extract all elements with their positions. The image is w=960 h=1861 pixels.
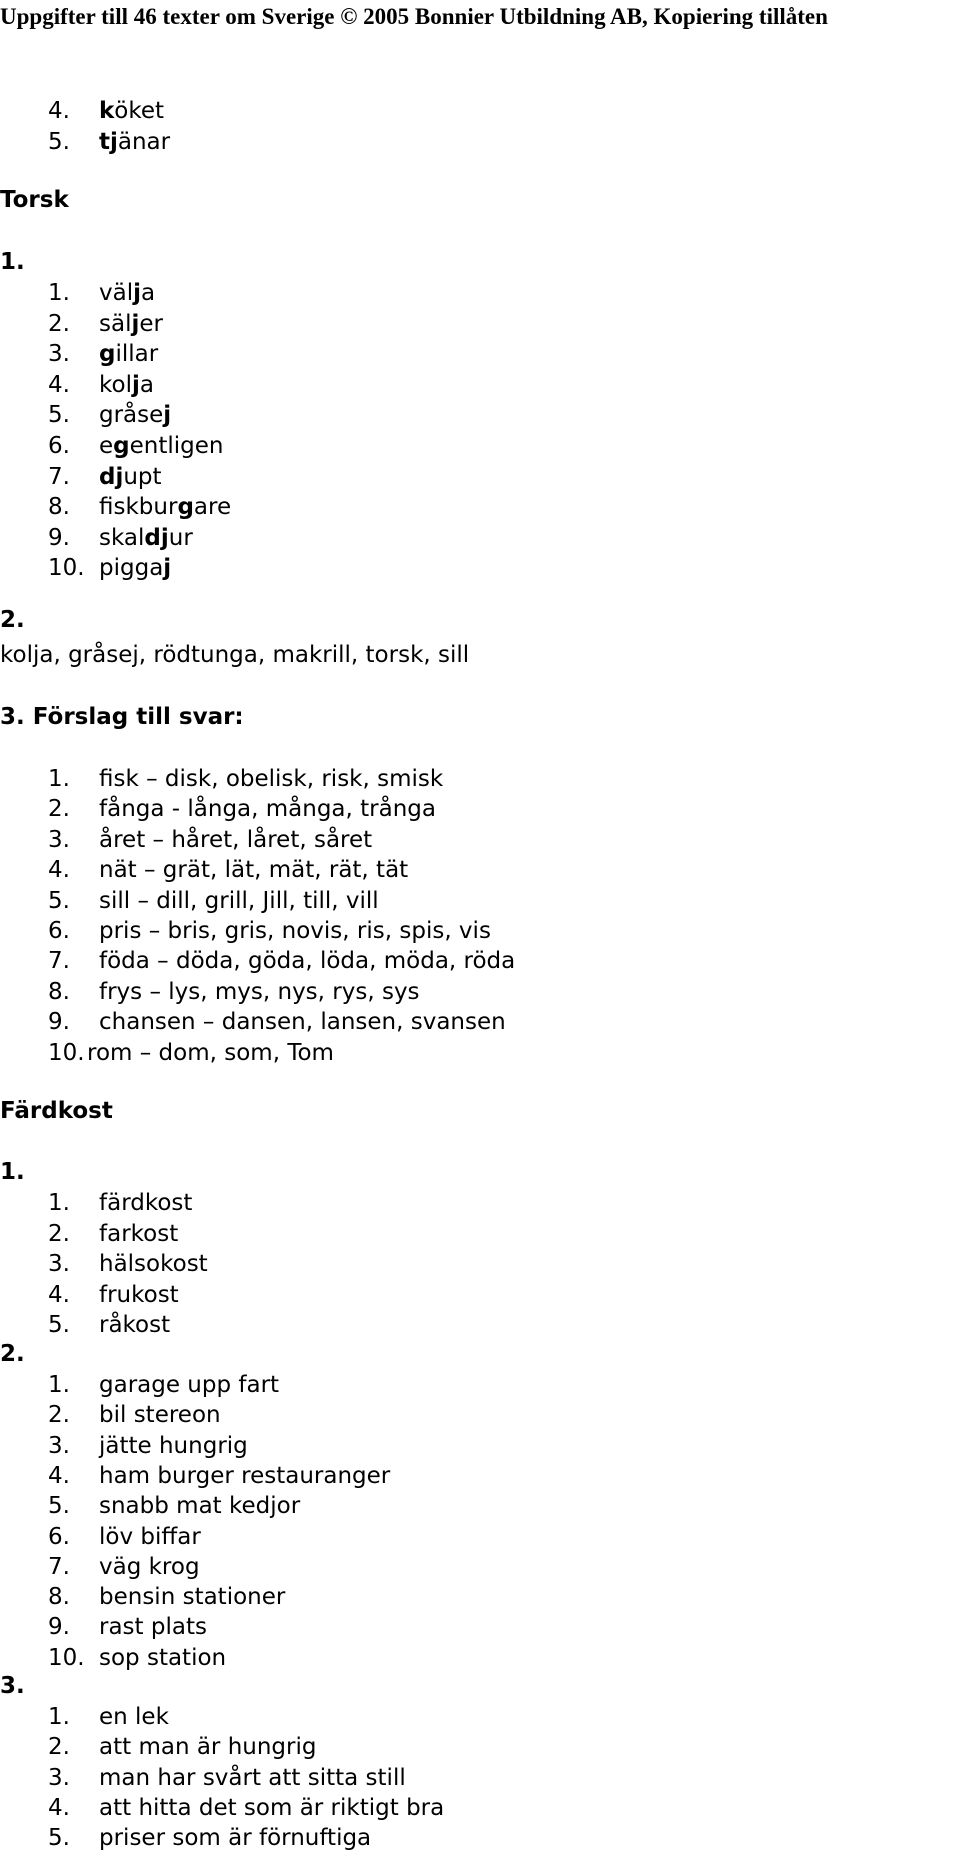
word-part: illar: [115, 341, 159, 368]
word-part: änar: [117, 128, 171, 155]
list-item-number: 4.: [48, 1462, 70, 1489]
word-part: väl: [99, 280, 134, 306]
list-item-number: 9.: [48, 1614, 70, 1641]
list-item-number: 2.: [48, 796, 70, 823]
highlighted-letters: j: [133, 280, 141, 306]
highlighted-letters: k: [99, 98, 115, 124]
torsk-question-2-answer: kolja, gråsej, rödtunga, makrill, torsk, sill: [0, 642, 470, 668]
word-part: e: [99, 433, 114, 459]
highlighted-letters: dj: [144, 524, 169, 551]
highlighted-letters: g: [113, 433, 130, 459]
word-part: kol: [99, 371, 132, 398]
list-item-number: 1.: [48, 766, 70, 792]
list-item-number: 1.: [48, 1372, 70, 1398]
highlighted-letters: g: [99, 341, 116, 368]
page-header: Uppgifter till 46 texter om Sverige © 2005 Bonnier Utbildning AB, Kopiering tillåten: [0, 4, 828, 29]
list-item: fisk – disk, obelisk, risk, smisk: [99, 766, 444, 792]
list-item-number: 6.: [48, 918, 70, 944]
word-part: skal: [99, 524, 145, 551]
list-item-number: 8.: [48, 978, 70, 1005]
list-item: pris – bris, gris, novis, ris, spis, vis: [99, 918, 491, 944]
list-item-number: 5.: [48, 887, 70, 914]
list-item: priser som är förnuftiga: [99, 1825, 372, 1852]
list-item: väg krog: [99, 1553, 200, 1580]
word-part: öket: [114, 98, 165, 124]
list-item: [99, 127, 170, 157]
torsk-question-3-label: 3. Förslag till svar:: [0, 704, 244, 730]
list-item-number: 10.: [48, 1039, 85, 1066]
list-item-number: 8.: [48, 1584, 70, 1611]
list-item: rom – dom, som, Tom: [87, 1039, 334, 1066]
list-item: hälsokost: [99, 1251, 208, 1277]
list-item: [99, 400, 171, 430]
list-item-number: 4.: [48, 371, 70, 398]
list-item-number: 10.: [48, 1644, 85, 1671]
list-item-number: 2.: [48, 310, 70, 337]
highlighted-letters: j: [131, 310, 140, 337]
list-item: jätte hungrig: [99, 1432, 248, 1459]
list-item-number: 3.: [48, 1764, 70, 1791]
list-item: [99, 278, 155, 308]
list-item: [99, 431, 223, 461]
fardkost-question-3-label: 3.: [0, 1673, 25, 1699]
list-item: [99, 370, 154, 400]
word-part: gråse: [99, 402, 164, 429]
list-item: chansen – dansen, lansen, svansen: [99, 1009, 506, 1036]
list-item: garage upp fart: [99, 1372, 280, 1398]
highlighted-letters: j: [163, 555, 172, 582]
list-item-number: 3.: [48, 826, 70, 853]
highlighted-letters: dj: [99, 463, 124, 490]
word-part: entligen: [129, 433, 224, 459]
list-item-number: 4.: [48, 857, 70, 884]
list-item-number: 3.: [48, 341, 70, 368]
list-item-number: 6.: [48, 433, 70, 459]
word-part: are: [193, 494, 232, 521]
list-item-number: 1.: [48, 280, 70, 306]
word-part: fiskbur: [99, 494, 178, 521]
list-item: man har svårt att sitta still: [99, 1764, 406, 1791]
list-item-number: 7.: [48, 948, 70, 975]
list-item: året – håret, låret, såret: [99, 826, 373, 853]
word-part: upt: [123, 463, 162, 490]
list-item: frys – lys, mys, nys, rys, sys: [99, 978, 420, 1005]
list-item: färdkost: [99, 1190, 193, 1216]
list-item: bil stereon: [99, 1402, 221, 1429]
list-item: löv biffar: [99, 1523, 201, 1550]
list-item-number: 2.: [48, 1220, 70, 1247]
list-item-number: 9.: [48, 524, 70, 551]
section-title-torsk: Torsk: [0, 187, 69, 213]
torsk-question-2-label: 2.: [0, 607, 25, 633]
highlighted-letters: j: [131, 371, 140, 398]
list-item: [99, 523, 193, 553]
list-item: farkost: [99, 1220, 179, 1247]
list-item-number: 2.: [48, 1734, 70, 1761]
word-part: a: [141, 280, 156, 306]
list-item-number: 5.: [48, 128, 70, 155]
word-part: er: [139, 310, 163, 337]
list-item: [99, 339, 158, 369]
section-title-fardkost: Färdkost: [0, 1098, 113, 1124]
list-item: [99, 309, 163, 339]
list-item-number: 4.: [48, 1794, 70, 1821]
list-item-number: 1.: [48, 1704, 70, 1730]
list-item: föda – döda, göda, löda, möda, röda: [99, 948, 516, 975]
list-item: bensin stationer: [99, 1584, 286, 1611]
list-item: en lek: [99, 1704, 169, 1730]
list-item-number: 6.: [48, 1523, 70, 1550]
list-item-number: 4.: [48, 98, 70, 124]
fardkost-question-2-label: 2.: [0, 1341, 25, 1367]
list-item-number: 5.: [48, 1493, 70, 1520]
word-part: pigga: [99, 555, 164, 582]
list-item-number: 8.: [48, 494, 70, 521]
torsk-question-1-label: 1.: [0, 249, 25, 275]
list-item-number: 5.: [48, 1825, 70, 1852]
list-item-number: 7.: [48, 1553, 70, 1580]
list-item: sop station: [99, 1644, 227, 1671]
list-item: nät – grät, lät, mät, rät, tät: [99, 857, 409, 884]
list-item: frukost: [99, 1281, 179, 1308]
list-item-number: 5.: [48, 1312, 70, 1338]
list-item: sill – dill, grill, Jill, till, vill: [99, 887, 379, 914]
list-item-number: 10.: [48, 555, 85, 582]
word-part: ur: [168, 524, 193, 551]
list-item: [99, 96, 164, 126]
list-item-number: 9.: [48, 1009, 70, 1036]
highlighted-letters: j: [163, 402, 172, 429]
word-part: säl: [99, 310, 132, 337]
list-item: att man är hungrig: [99, 1734, 317, 1761]
list-item: fånga - långa, många, trånga: [99, 796, 436, 823]
list-item-number: 7.: [48, 463, 70, 490]
word-part: a: [139, 371, 154, 398]
list-item: rast plats: [99, 1614, 207, 1641]
list-item: snabb mat kedjor: [99, 1493, 301, 1520]
highlighted-letters: tj: [99, 128, 118, 155]
list-item: att hitta det som är riktigt bra: [99, 1794, 445, 1821]
list-item-number: 1.: [48, 1190, 70, 1216]
list-item-number: 2.: [48, 1402, 70, 1429]
fardkost-question-1-label: 1.: [0, 1159, 25, 1185]
list-item: [99, 462, 162, 492]
list-item-number: 4.: [48, 1281, 70, 1308]
list-item-number: 3.: [48, 1432, 70, 1459]
list-item: råkost: [99, 1312, 171, 1338]
list-item-number: 3.: [48, 1251, 70, 1277]
list-item-number: 5.: [48, 402, 70, 429]
list-item: [99, 553, 171, 583]
list-item: ham burger restauranger: [99, 1462, 391, 1489]
highlighted-letters: g: [177, 494, 194, 521]
list-item: [99, 492, 231, 522]
